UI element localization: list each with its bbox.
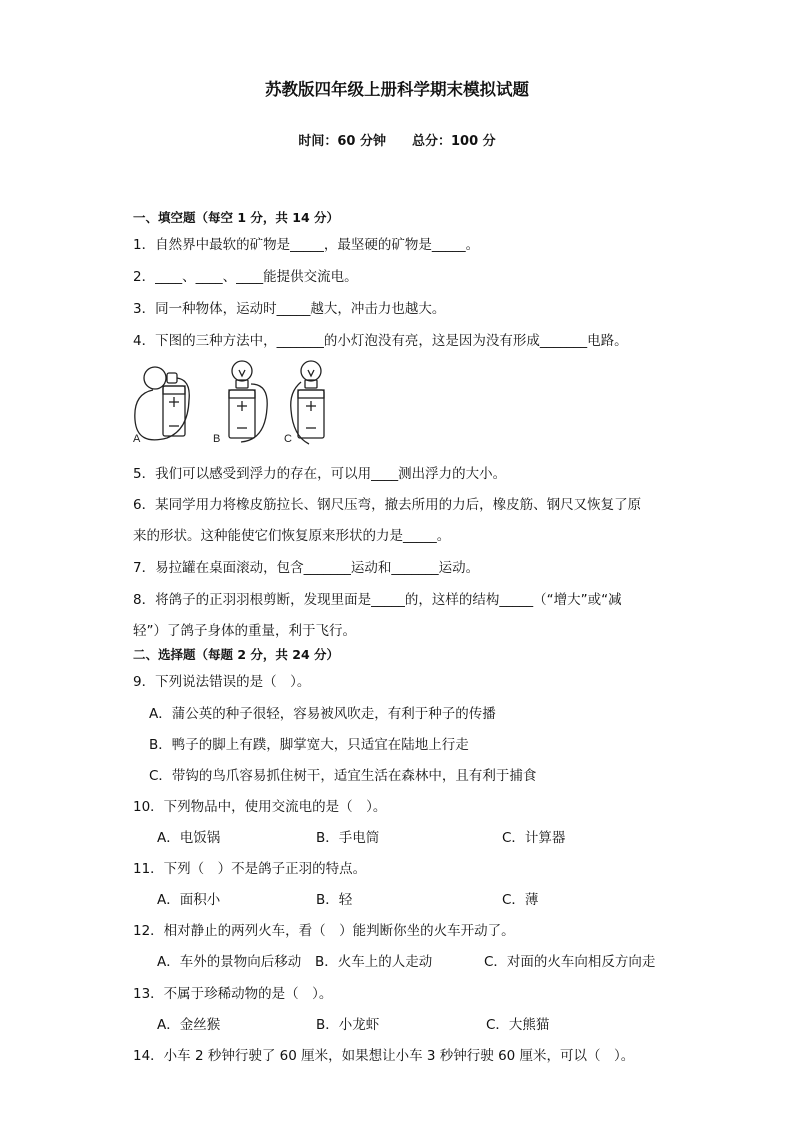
question-9-option-b: B．鸭子的脚上有蹼，脚掌宽大，只适宜在陆地上行走	[149, 737, 469, 753]
question-12-option-a: A．车外的景物向后移动	[157, 954, 302, 970]
question-13-option-a: A．金丝猴	[157, 1017, 221, 1033]
circuit-a	[135, 367, 189, 440]
question-10-option-c: C．计算器	[502, 830, 566, 846]
question-11-option-b: B．轻	[316, 892, 353, 908]
question-10-option-a: A．电饭锅	[157, 830, 221, 846]
question-7: 7．易拉罐在桌面滚动，包含_______运动和_______运动。	[133, 560, 480, 576]
question-8-line-1: 8．将鸽子的正羽羽根剪断，发现里面是_____的，这样的结构_____（“增大”或“减	[133, 592, 622, 608]
question-3: 3．同一种物体，运动时_____越大，冲击力也越大。	[133, 301, 446, 317]
exam-info: 时间：60 分钟 总分：100 分	[298, 134, 496, 149]
question-9-option-c: C．带钩的鸟爪容易抓住树干，适宜生活在森林中，且有利于捕食	[149, 768, 537, 784]
question-12-option-c: C．对面的火车向相反方向走	[484, 954, 656, 970]
question-12-option-b: B．火车上的人走动	[315, 954, 433, 970]
circuit-c	[291, 361, 324, 444]
figure-label-b: B	[213, 433, 221, 445]
question-9: 9．下列说法错误的是（ ）。	[133, 674, 311, 690]
question-14: 14．小车 2 秒钟行驶了 60 厘米，如果想让小车 3 秒钟行驶 60 厘米，可以（ ）。	[133, 1048, 635, 1064]
question-6-line-2: 来的形状。这种能使它们恢复原来形状的力是_____。	[133, 528, 451, 544]
figure-label-c: C	[284, 433, 292, 445]
question-8-line-2: 轻”）了鸽子身体的重量，利于飞行。	[133, 623, 356, 639]
circuit-b	[229, 361, 267, 442]
question-6-line-1: 6．某同学用力将橡皮筋拉长、钢尺压弯，撤去所用的力后，橡皮筋、钢尺又恢复了原	[133, 497, 642, 513]
page-title: 苏教版四年级上册科学期末模拟试题	[265, 80, 529, 99]
question-2: 2．____、____、____能提供交流电。	[133, 269, 358, 285]
question-13-option-c: C．大熊猫	[486, 1017, 550, 1033]
figure-label-a: A	[133, 433, 141, 445]
question-10-option-b: B．手电筒	[316, 830, 380, 846]
question-10: 10．下列物品中，使用交流电的是（ ）。	[133, 799, 387, 815]
section-heading-multiple-choice: 二、选择题（每题 2 分，共 24 分）	[133, 647, 340, 662]
question-12: 12．相对静止的两列火车，看（ ）能判断你坐的火车开动了。	[133, 923, 515, 939]
question-11-option-c: C．薄	[502, 892, 539, 908]
question-9-option-a: A．蒲公英的种子很轻，容易被风吹走，有利于种子的传播	[149, 706, 496, 722]
circuit-figure	[133, 358, 333, 450]
question-4: 4．下图的三种方法中，_______的小灯泡没有亮，这是因为没有形成_______电路。	[133, 333, 628, 349]
section-heading-fill-blank: 一、填空题（每空 1 分，共 14 分）	[133, 210, 340, 225]
question-13-option-b: B．小龙虾	[316, 1017, 380, 1033]
question-5: 5．我们可以感受到浮力的存在，可以用____测出浮力的大小。	[133, 466, 507, 482]
question-11: 11．下列（ ）不是鸽子正羽的特点。	[133, 861, 367, 877]
question-1: 1．自然界中最软的矿物是_____，最坚硬的矿物是_____。	[133, 237, 480, 253]
question-13: 13．不属于珍稀动物的是（ ）。	[133, 986, 333, 1002]
question-11-option-a: A．面积小	[157, 892, 221, 908]
